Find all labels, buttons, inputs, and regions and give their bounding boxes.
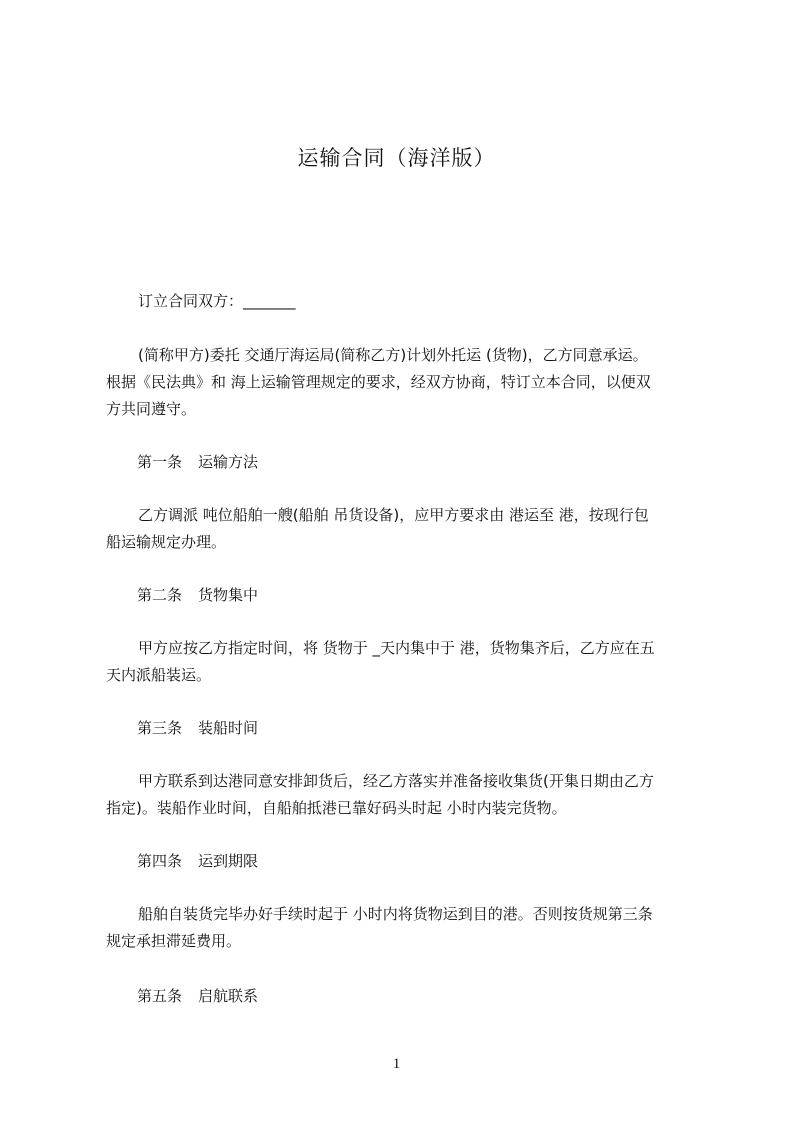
article-title: 运到期限: [198, 852, 259, 870]
article-number: 第四条: [137, 852, 183, 870]
article-1-heading: [137, 452, 737, 472]
article-1-line-1: 乙方调派 吨位船舶一艘(船舶 吊货设备)，应甲方要求由 港运至 港，按现行包: [138, 506, 649, 524]
article-2-line-2: 天内派船装运。: [106, 666, 212, 684]
page-number: 1: [392, 1056, 401, 1072]
parties-line: 订立合同双方：_______: [138, 292, 296, 310]
article-5-heading: [137, 986, 737, 1006]
article-4-line-2: 规定承担滞延费用。: [106, 932, 242, 950]
article-title: 启航联系: [198, 987, 259, 1005]
article-number: 第二条: [137, 586, 183, 604]
document-title: 运输合同（海洋版）: [297, 146, 496, 170]
article-title: 货物集中: [198, 586, 259, 604]
intro-line-3: 方共同遵守。: [106, 400, 197, 418]
article-title: 运输方法: [198, 453, 259, 471]
article-3-line-1: 甲方联系到达港同意安排卸货后，经乙方落实并准备接收集货(开集日期由乙方: [138, 772, 654, 790]
article-3-heading: [137, 718, 737, 738]
article-number: 第三条: [137, 719, 183, 737]
article-1-line-2: 船运输规定办理。: [106, 533, 227, 551]
intro-line-2: 根据《民法典》和 海上运输管理规定的要求，经双方协商，特订立本合同，以便双: [106, 373, 651, 391]
article-4-line-1: 船舶自装货完毕办好手续时起于 小时内将货物运到目的港。否则按货规第三条: [138, 905, 653, 923]
article-4-heading: [137, 851, 737, 871]
article-number: 第一条: [137, 453, 183, 471]
article-title: 装船时间: [198, 719, 259, 737]
article-2-line-1: 甲方应按乙方指定时间，将 货物于 _天内集中于 港，货物集齐后，乙方应在五: [138, 639, 655, 657]
article-2-heading: [137, 585, 737, 605]
article-number: 第五条: [137, 987, 183, 1005]
intro-line-1: (简称甲方)委托 交通厅海运局(简称乙方)计划外托运 (货物)，乙方同意承运。: [138, 346, 648, 364]
article-3-line-2: 指定)。装船作业时间，自船舶抵港已靠好码头时起 小时内装完货物。: [106, 799, 567, 817]
